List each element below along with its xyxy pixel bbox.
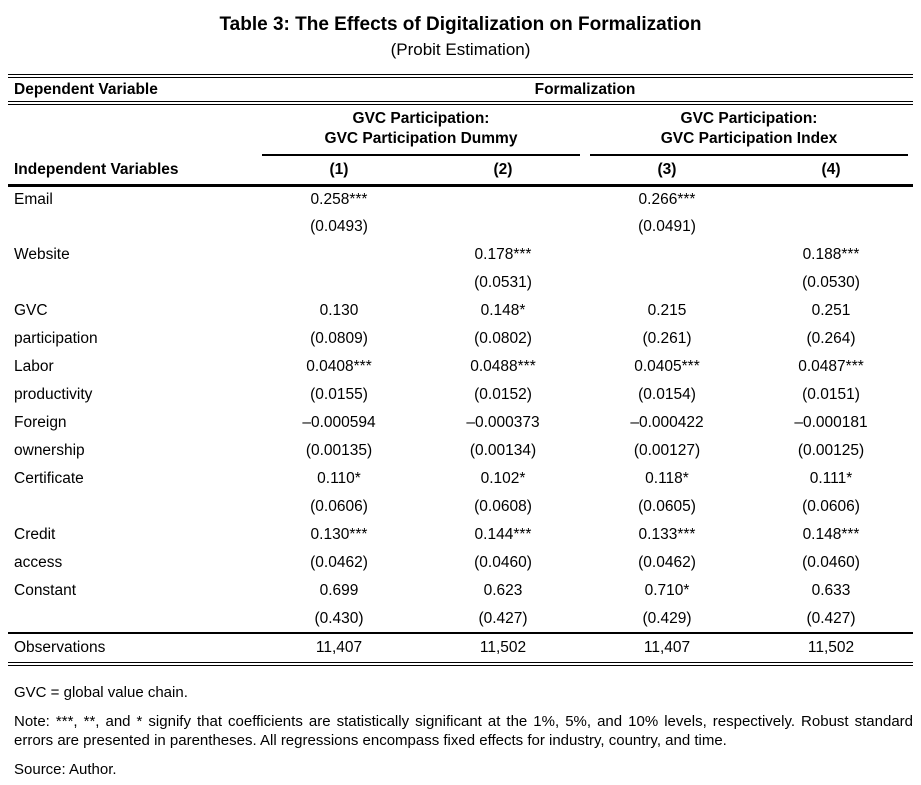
- se-cell: (0.00134): [469, 442, 537, 459]
- se-cell: (0.0155): [310, 386, 368, 403]
- table-row-se: [8, 325, 913, 353]
- coef-cell: 0.710*: [644, 582, 690, 599]
- coef-cell: [421, 185, 585, 213]
- var-label-line2: participation: [14, 330, 98, 347]
- se-cell: (0.0460): [802, 554, 860, 571]
- se-cell: (0.261): [642, 330, 692, 347]
- var-label-line2: [8, 605, 257, 633]
- coef-cell: 0.0405***: [634, 358, 700, 375]
- se-cell: (0.0460): [474, 554, 532, 571]
- regression-table: [8, 74, 913, 666]
- column-group-index-line2: GVC Participation Index: [660, 130, 838, 147]
- independent-variables-label: Independent Variables: [8, 156, 257, 185]
- coef-cell: –0.000373: [466, 414, 540, 431]
- se-cell: [421, 213, 585, 241]
- se-cell: (0.427): [806, 609, 856, 627]
- table-row-se: [8, 437, 913, 465]
- var-label-line2: access: [14, 554, 63, 571]
- se-cell: (0.0802): [474, 330, 532, 347]
- coef-cell: 0.130: [319, 302, 359, 319]
- var-label-line2: [8, 493, 257, 521]
- formalization-header: Formalization: [257, 76, 913, 103]
- coef-cell: 0.148*: [480, 302, 526, 319]
- column-group-dummy: [257, 103, 585, 156]
- se-cell: (0.00127): [633, 442, 701, 459]
- se-cell: (0.429): [642, 609, 692, 627]
- column-group-dummy-label: [262, 105, 580, 156]
- table-row-se: [8, 493, 913, 521]
- se-cell: [585, 269, 749, 297]
- coef-cell: –0.000422: [630, 414, 704, 431]
- dependent-variable-label: Dependent Variable: [8, 76, 257, 103]
- table-row-coef: [8, 241, 913, 269]
- footnote-abbreviation: GVC = global value chain.: [14, 684, 188, 701]
- observations-label: Observations: [8, 633, 257, 664]
- coef-cell: 0.133***: [638, 526, 696, 543]
- observations-row: [8, 633, 913, 664]
- observations-cell: 11,502: [749, 633, 913, 664]
- coef-cell: 0.266***: [638, 190, 696, 208]
- coef-cell: 0.215: [647, 302, 687, 319]
- var-label: Credit: [14, 526, 56, 543]
- observations-cell: 11,502: [421, 633, 585, 664]
- coef-cell: [585, 241, 749, 269]
- se-cell: (0.0154): [638, 386, 696, 403]
- var-label: Certificate: [14, 470, 84, 487]
- coef-cell: 0.0487***: [798, 358, 864, 375]
- table-row-se: [8, 605, 913, 633]
- observations-cell: 11,407: [585, 633, 749, 664]
- se-cell: (0.0493): [310, 218, 368, 235]
- coef-cell: 0.258***: [310, 190, 368, 208]
- se-cell: (0.0462): [638, 554, 696, 571]
- column-number-1: (1): [257, 156, 421, 185]
- se-cell: [749, 213, 913, 241]
- coef-cell: 0.110*: [317, 470, 361, 487]
- dependent-variable-row: [8, 76, 913, 103]
- page-subtitle: (Probit Estimation): [390, 40, 531, 59]
- footnotes: [14, 683, 913, 779]
- se-cell: (0.0608): [474, 498, 532, 515]
- coef-cell: 0.102*: [480, 470, 526, 487]
- table-row-coef: [8, 353, 913, 381]
- column-group-index-label: [590, 105, 908, 156]
- var-label: Email: [14, 190, 53, 208]
- table-row-coef: [8, 521, 913, 549]
- coef-cell: 0.699: [319, 582, 359, 599]
- var-label: Labor: [14, 358, 54, 375]
- coef-cell: 0.118*: [645, 470, 689, 487]
- coef-cell: 0.111*: [809, 470, 853, 487]
- se-cell: (0.430): [314, 609, 364, 627]
- se-cell: (0.0606): [310, 498, 368, 515]
- se-cell: (0.0605): [638, 498, 696, 515]
- se-cell: (0.00125): [797, 442, 865, 459]
- coef-cell: 0.251: [811, 302, 851, 319]
- table-row-coef: [8, 577, 913, 605]
- coef-cell: 0.0408***: [306, 358, 372, 375]
- table-row-coef: [8, 465, 913, 493]
- table-row-coef: [8, 297, 913, 325]
- se-cell: (0.0152): [474, 386, 532, 403]
- var-label-line2: productivity: [14, 386, 93, 403]
- table-row-se: [8, 381, 913, 409]
- column-group-index-line1: GVC Participation:: [680, 110, 818, 127]
- column-group-spacer: [8, 103, 257, 156]
- coef-cell: 0.0488***: [470, 358, 536, 375]
- coef-cell: 0.633: [811, 582, 851, 599]
- var-label: GVC: [14, 302, 48, 319]
- table-row-se: [8, 269, 913, 297]
- var-label: Website: [14, 246, 70, 263]
- se-cell: (0.00135): [305, 442, 373, 459]
- coef-cell: 0.188***: [802, 246, 860, 263]
- se-cell: (0.0462): [310, 554, 368, 571]
- column-group-dummy-line1: GVC Participation:: [352, 110, 490, 127]
- table-row-se: [8, 549, 913, 577]
- coef-cell: 0.144***: [474, 526, 532, 543]
- coef-cell: –0.000181: [794, 414, 868, 431]
- var-label-line2: ownership: [14, 442, 85, 459]
- coef-cell: 0.148***: [802, 526, 860, 543]
- se-cell: (0.0151): [802, 386, 860, 403]
- page-title: Table 3: The Effects of Digitalization on Formalization: [219, 14, 702, 35]
- se-cell: (0.0531): [474, 274, 532, 291]
- se-cell: (0.0606): [802, 498, 860, 515]
- coef-cell: 0.623: [483, 582, 523, 599]
- column-number-2: (2): [421, 156, 585, 185]
- se-cell: (0.0491): [638, 218, 696, 235]
- column-number-4: (4): [749, 156, 913, 185]
- coef-cell: 0.178***: [474, 246, 532, 263]
- coef-cell: 0.130***: [310, 526, 368, 543]
- table-row-se: [8, 213, 913, 241]
- footnote-note: Note: ***, **, and * signify that coefficients are statistically significant at the 1%, 5%, and 10% levels, respectively. Robust standard errors are presented in parentheses. All regressions encompass fixed effects for industry, country, and time.: [14, 713, 913, 749]
- var-label: Constant: [14, 582, 77, 599]
- column-group-row: [8, 103, 913, 156]
- coef-cell: –0.000594: [302, 414, 376, 431]
- var-label: Foreign: [14, 414, 67, 431]
- column-group-index: [585, 103, 913, 156]
- var-label-line2: [8, 213, 257, 241]
- se-cell: (0.0530): [802, 274, 860, 291]
- observations-cell: 11,407: [257, 633, 421, 664]
- column-number-3: (3): [585, 156, 749, 185]
- title-block: [0, 12, 921, 62]
- table-row-coef: [8, 185, 913, 213]
- footnote-source: Source: Author.: [14, 761, 117, 778]
- coef-cell: [749, 185, 913, 213]
- se-cell: (0.264): [806, 330, 856, 347]
- se-cell: (0.0809): [310, 330, 368, 347]
- var-label-line2: [8, 269, 257, 297]
- coef-cell: [257, 241, 421, 269]
- se-cell: (0.427): [478, 609, 528, 627]
- column-group-dummy-line2: GVC Participation Dummy: [324, 130, 518, 147]
- se-cell: [257, 269, 421, 297]
- column-number-row: [8, 156, 913, 185]
- table-row-coef: [8, 409, 913, 437]
